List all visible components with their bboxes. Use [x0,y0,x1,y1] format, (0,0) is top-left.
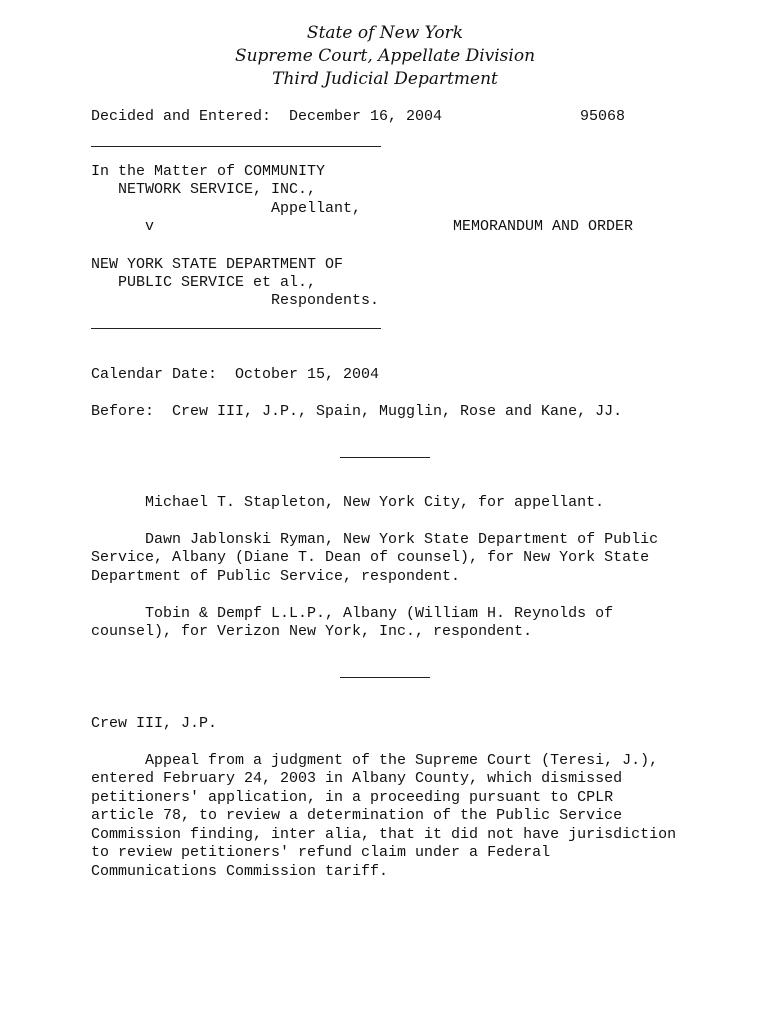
decided-label: Decided and Entered: [91,108,272,125]
document-type: MEMORANDUM AND ORDER [453,218,634,235]
calendar-date: October 15, 2004 [235,366,380,383]
court-name-line2: Supreme Court, Appellate Division [234,46,536,66]
respondent2-counsel-line1: Tobin & Dempf L.L.P., Albany (William H. Reynolds of [145,605,614,622]
respondent-name-line1: NEW YORK STATE DEPARTMENT OF [91,256,344,273]
caption-bottom-rule [91,328,381,329]
respondent-name-line2: PUBLIC SERVICE et al., [118,274,317,291]
opinion-text-line4: article 78, to review a determination of the Public Service [91,807,623,824]
court-name-line1: State of New York [306,23,464,43]
opinion-text-line3: petitioners' application, in a proceeding pursuant to CPLR [91,789,614,806]
respondent1-counsel-line3: Department of Public Service, respondent. [91,568,461,585]
opinion-text-line5: Commission finding, inter alia, that it did not have jurisdiction [91,826,677,843]
appellant-name-line2: NETWORK SERVICE, INC., [118,181,317,198]
opinion-text-line6: to review petitioners' refund claim under a Federal [91,844,551,861]
calendar-label: Calendar Date: [91,366,218,383]
respondent-role: Respondents. [271,292,380,309]
respondent2-counsel-line2: counsel), for Verizon New York, Inc., respondent. [91,623,533,640]
caption-top-rule [91,146,381,147]
opinion-text-line2: entered February 24, 2003 in Albany County, which dismissed [91,770,623,787]
court-name-line3: Third Judicial Department [272,69,498,89]
section-divider-2 [340,677,430,678]
appellant-name-line1: In the Matter of COMMUNITY [91,163,326,180]
opinion-text-line7: Communications Commission tariff. [91,863,389,880]
docket-number: 95068 [580,108,626,125]
section-divider-1 [340,457,430,458]
appellant-role: Appellant, [271,200,362,217]
respondent1-counsel-line1: Dawn Jablonski Ryman, New York State Department of Public [145,531,659,548]
respondent1-counsel-line2: Service, Albany (Diane T. Dean of counsel), for New York State [91,549,650,566]
opinion-text-line1: Appeal from a judgment of the Supreme Court (Teresi, J.), [145,752,659,769]
before-label: Before: [91,403,155,420]
appellant-counsel: Michael T. Stapleton, New York City, for appellant. [145,494,605,511]
judges-panel: Crew III, J.P., Spain, Mugglin, Rose and Kane, JJ. [172,403,623,420]
versus: v [145,218,155,235]
decided-date: December 16, 2004 [289,108,443,125]
opinion-author: Crew III, J.P. [91,715,218,732]
